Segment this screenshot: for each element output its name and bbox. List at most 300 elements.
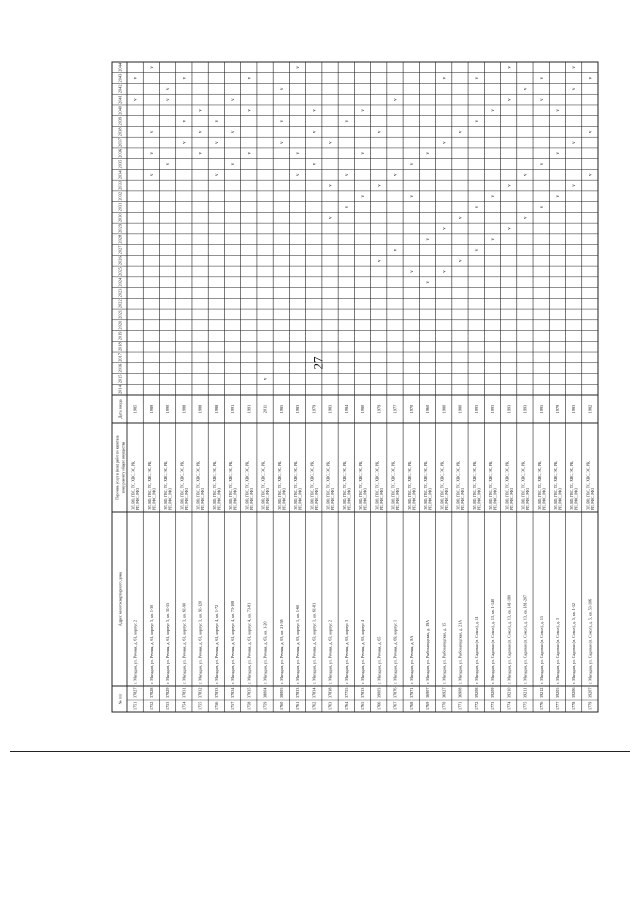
row-services: ЭЛ, ВО, ГВС, ТС, ХВС, ЭС, РК, [326, 460, 331, 510]
row-year: 1993 [522, 404, 528, 414]
row-id: 39003 [376, 687, 382, 698]
row-address: г. Магадан, ул. Садовая (п. Сокол), д. 13, кв. 1-140 [490, 599, 496, 684]
header-services: Перечень услуг и (или) работ по капиталь [115, 435, 120, 500]
year-mark: v [523, 216, 529, 220]
row-id: 37833 [213, 687, 219, 698]
row-services-cont: РП, РФС, РФЗ [363, 488, 368, 510]
row-id: 37838 [327, 687, 333, 698]
year-label: 2038 [117, 127, 123, 137]
row-address: г. Магадан, ул. Садовая (п. Сокол), д. 3 [554, 618, 560, 684]
row-services-cont: РП, РФС, РФЗ [298, 488, 303, 510]
row-num: 1777 [554, 701, 560, 710]
row-services-cont: РП, РФС, РФЗ [282, 488, 287, 510]
row-num: 1760 [278, 701, 284, 710]
year-mark: v [149, 66, 155, 69]
year-label: 2025 [117, 267, 123, 276]
year-mark: v [523, 87, 529, 91]
year-mark: v [198, 109, 204, 112]
row-num: 1774 [506, 701, 512, 710]
year-mark: v [344, 173, 350, 177]
year-mark: v [182, 76, 188, 80]
row-address: г. Магадан, ул. Речная, д. 63, корпус 1, кв. 1-60 [295, 604, 301, 684]
row-services-cont: РП, РФС, РФЗ [444, 488, 449, 510]
year-mark: v [507, 98, 513, 101]
year-mark: v [393, 98, 399, 101]
year-mark: v [572, 141, 578, 144]
row-address: г. Магадан, ул. Речная, д. 61, корпус 4, кв. 73-81 [246, 602, 252, 684]
row-num: 1775 [522, 701, 528, 710]
row-year: 1979 [554, 404, 560, 414]
year-mark: v [344, 205, 350, 209]
row-services: ЭЛ, ВО, ГВС, ТС, ХВС, ЭС, РК, [277, 460, 282, 510]
row-address: г. Магадан, ул. Речная, д. 63, корпус 1, кв. 61-81 [311, 602, 317, 684]
row-num: 1779 [587, 701, 593, 710]
row-num: 1755 [197, 701, 203, 710]
row-num: 1758 [246, 701, 252, 710]
row-services-cont: РП, РФС, РФЗ [574, 488, 579, 510]
year-mark: v [458, 259, 464, 262]
row-num: 1766 [376, 701, 382, 710]
row-address: г. Магадан, ул. Речная, д. 61, корпус 3, кв. 61-90 [181, 602, 187, 684]
row-year: 1980 [441, 404, 447, 414]
year-label: 2031 [117, 202, 123, 212]
row-services-cont: РП, РФС, РФЗ [379, 488, 384, 510]
page-number: 27 [310, 356, 326, 370]
row-id: 37829 [165, 687, 171, 698]
row-year: 1985 [278, 404, 284, 414]
year-label: 2035 [117, 159, 123, 169]
row-year: 1991 [230, 404, 236, 414]
row-id: 36927 [441, 687, 447, 698]
year-label: 2041 [117, 95, 123, 104]
row-address: г. Магадан, ул. Садовая (п. Сокол), д. 13, кв. 181-207 [522, 595, 528, 684]
year-mark: v [149, 152, 155, 155]
year-mark: v [377, 184, 383, 187]
year-label: 2033 [117, 181, 123, 190]
row-address: г. Магадан, ул. Речная, д. 63, корпус 2 [327, 619, 333, 684]
year-label: 2017 [117, 353, 123, 362]
row-address: г. Магадан, ул. Садовая (п. Сокол), д. 5, кв. 1-52 [571, 603, 577, 684]
row-address: г. Магадан, ул. Садовая (п. Сокол), д. 5, кв. 53-106 [587, 599, 593, 684]
row-year: 1993 [473, 404, 479, 414]
year-mark: v [555, 109, 561, 112]
row-services: ЭЛ, ВО, ГВС, ТС, ХВС, ЭС, РК, [553, 460, 558, 510]
year-mark: v [458, 130, 464, 134]
row-num: 1768 [408, 701, 414, 710]
year-mark: v [572, 184, 578, 187]
row-address: г. Магадан, ул. Речная, д. 61, корпус 2 [132, 619, 138, 684]
row-id: 37833 [295, 687, 301, 698]
year-mark: v [523, 173, 529, 177]
year-mark: v [361, 152, 367, 155]
year-mark: v [361, 195, 367, 198]
row-year: 1988 [181, 404, 187, 414]
year-mark: v [442, 227, 448, 230]
row-year: 1985 [132, 404, 138, 414]
year-mark: v [572, 87, 578, 91]
header-num: № п/п [117, 693, 123, 705]
row-services-cont: РП, РФС, РФЗ [331, 488, 336, 510]
row-num: 1754 [181, 701, 187, 710]
row-id: 39208 [473, 687, 479, 698]
year-label: 2043 [117, 73, 123, 83]
year-label: 2021 [117, 310, 123, 319]
page-footer-rule [10, 751, 630, 752]
row-services-cont: РП, РФС, РФЗ [249, 488, 254, 510]
row-address: г. Магадан, ул. Речная, д. 65 [376, 636, 382, 684]
row-address: г. Магадан, ул. Садовая (п. Сокол), д. 15 [538, 616, 544, 684]
year-mark: v [442, 141, 448, 144]
year-label: 2029 [117, 224, 123, 233]
row-year: 1989 [148, 404, 154, 414]
year-mark: v [442, 270, 448, 273]
row-services: ЭЛ, ВО, ГВС, ТС, ХВС, ЭС, РК, [147, 460, 152, 510]
year-mark: v [296, 66, 302, 69]
row-num: 1752 [148, 701, 154, 710]
year-mark: v [409, 195, 415, 198]
year-mark: v [474, 76, 480, 80]
row-address: г. Магадан, ул. Речная, д. 63, корпус 3 [343, 619, 349, 684]
row-num: 1770 [441, 701, 447, 710]
year-mark: v [247, 152, 253, 155]
row-num: 1767 [392, 701, 398, 710]
row-services: ЭЛ, ВО, ГВС, ТС, ХВС, ЭС, РК, [359, 460, 364, 510]
year-label: 2014 [117, 385, 123, 395]
year-mark: v [312, 162, 318, 166]
row-num: 1771 [457, 701, 463, 710]
row-num: 1756 [213, 701, 219, 710]
row-address: г. Магадан, ул. Речная, д. 61, корпус 4, кв. 1-72 [213, 604, 219, 684]
row-services: ЭЛ, ВО, ГВС, ТС, ХВС, ЭС, РК, [245, 460, 250, 510]
year-mark: v [409, 162, 415, 166]
year-mark: v [328, 184, 334, 187]
year-mark: v [296, 152, 302, 155]
row-num: 1778 [571, 701, 577, 710]
row-id: 37833 [360, 687, 366, 698]
year-label: 2039 [117, 116, 123, 126]
row-id: 38005 [278, 687, 284, 698]
year-mark: v [572, 66, 578, 69]
row-services-cont: РП, РФС, РФЗ [314, 488, 319, 510]
year-label: 2030 [117, 213, 123, 223]
row-services: ЭЛ, ВО, ГВС, ТС, ХВС, ЭС, РК, [456, 460, 461, 510]
year-mark: v [377, 259, 383, 262]
row-num: 1762 [311, 701, 317, 710]
row-id: 37831 [181, 687, 187, 698]
row-num: 1759 [262, 701, 268, 710]
row-id: 39206 [571, 687, 577, 698]
row-address: г. Магадан, ул. Речная, д. 63, корпус 4 [360, 619, 366, 684]
row-address: г. Магадан, ул. Речная, д. 61, корпус 3, кв. 91-120 [197, 600, 203, 684]
row-services: ЭЛ, ВО, ГВС, ТС, ХВС, ЭС, РК, [229, 460, 234, 510]
row-services: ЭЛ, ВО, ГВС, ТС, ХВС, ЭС, РК, [180, 460, 185, 510]
row-year: 1984 [343, 404, 349, 414]
row-id: 36907 [425, 687, 431, 698]
row-id: 39207 [587, 687, 593, 698]
row-services: ЭЛ, ВО, ГВС, ТС, ХВС, ЭС, РК, [375, 460, 380, 510]
row-address: г. Магадан, ул. Садовая (п. Сокол), д. 13, кв. 141-180 [506, 595, 512, 684]
year-mark: v [539, 162, 545, 166]
row-services-cont: РП, РФС, РФЗ [184, 488, 189, 510]
year-label: 2019 [117, 331, 123, 341]
year-mark: v [166, 162, 172, 166]
row-num: 1765 [360, 701, 366, 710]
row-year: 1983 [327, 404, 333, 414]
year-mark: v [377, 130, 383, 134]
year-mark: v [214, 119, 220, 123]
row-services: ЭЛ, ВО, ГВС, ТС, ХВС, ЭС, РК, [342, 460, 347, 510]
year-mark: v [279, 141, 285, 144]
year-label: 2015 [117, 374, 123, 384]
year-mark: v [442, 76, 448, 80]
row-services: ЭЛ, ВО, ГВС, ТС, ХВС, ЭС, РК, [440, 460, 445, 510]
row-address: г. Магадан, ул. Речная, д. 69, корпус 1 [392, 619, 398, 684]
row-year: 1980 [457, 404, 463, 414]
year-mark: v [491, 237, 497, 241]
row-services: ЭЛ, ВО, ГВС, ТС, ХВС, ЭС, РК, [261, 460, 266, 510]
row-num: 1757 [230, 701, 236, 710]
year-mark: v [247, 109, 253, 112]
year-label: 2027 [117, 245, 123, 255]
row-id: 39211 [522, 687, 528, 698]
year-label: 2026 [117, 256, 123, 266]
year-mark: v [426, 237, 432, 241]
year-mark: v [231, 98, 237, 101]
row-id: 37834 [230, 687, 236, 698]
row-id: 37871 [408, 687, 414, 698]
row-services-cont: РП, РФС, РФЗ [526, 488, 531, 510]
year-mark: v [198, 130, 204, 134]
row-year: 1990 [165, 404, 171, 414]
row-id: 37828 [148, 687, 154, 698]
row-year: 1970 [408, 404, 414, 414]
row-year: 1995 [538, 404, 544, 414]
year-mark: v [393, 248, 399, 252]
year-mark: v [555, 152, 561, 155]
year-mark: v [409, 270, 415, 273]
row-num: 1773 [490, 701, 496, 710]
year-mark: v [426, 152, 432, 155]
row-id: 39209 [490, 687, 496, 698]
row-year: 1983 [295, 404, 301, 414]
row-num: 1751 [132, 701, 138, 710]
year-mark: v [474, 205, 480, 209]
header-services-cont: ному ремонту общего имущества [121, 441, 126, 494]
row-services-cont: РП, РФС, РФЗ [493, 488, 498, 510]
year-label: 2018 [117, 342, 123, 352]
row-services-cont: РП, РФС, РФЗ [542, 488, 547, 510]
row-id: 39212 [538, 687, 544, 698]
year-mark: v [182, 119, 188, 123]
year-mark: v [312, 130, 318, 134]
year-mark: v [133, 76, 139, 80]
year-label: 2016 [117, 363, 123, 373]
row-num: 1753 [165, 701, 171, 710]
year-mark: v [491, 109, 497, 112]
year-mark: v [149, 130, 155, 134]
row-services: ЭЛ, ВО, ГВС, ТС, ХВС, ЭС, РК, [164, 460, 169, 510]
row-id: 39205 [554, 687, 560, 698]
year-label: 2020 [117, 320, 123, 330]
row-services: ЭЛ, ВО, ГВС, ТС, ХВС, ЭС, РК, [212, 460, 217, 510]
row-num: 1769 [425, 701, 431, 710]
row-id: 36908 [457, 687, 463, 698]
row-num: 1776 [538, 701, 544, 710]
year-mark: v [149, 173, 155, 177]
year-mark: v [361, 109, 367, 112]
year-mark: v [393, 173, 399, 177]
row-address: г. Магадан, ул. Речная, д. 61, корпус 3, кв. 1-30 [148, 604, 154, 684]
row-id: 37755 [343, 687, 349, 698]
row-year: 1982 [587, 404, 593, 414]
row-services: ЭЛ, ВО, ГВС, ТС, ХВС, ЭС, РК, [131, 460, 136, 510]
year-label: 2034 [117, 170, 123, 180]
year-mark: v [588, 173, 594, 177]
row-id: 37835 [246, 687, 252, 698]
year-mark: v [328, 141, 334, 144]
row-year: 1960 [425, 404, 431, 414]
year-label: 2032 [117, 191, 123, 201]
year-mark: v [247, 76, 253, 80]
row-services-cont: РП, РФС, РФЗ [396, 488, 401, 510]
row-services: ЭЛ, ВО, ГВС, ТС, ХВС, ЭС, РК, [489, 460, 494, 510]
row-num: 1764 [343, 701, 349, 710]
year-mark: v [166, 87, 172, 91]
year-label: 2040 [117, 105, 123, 115]
year-mark: v [166, 98, 172, 101]
year-mark: v [588, 76, 594, 80]
row-address: г. Магадан, ул. Речная, д. 8А [408, 635, 414, 684]
row-services: ЭЛ, ВО, ГВС, ТС, ХВС, ЭС, РК, [586, 460, 591, 510]
row-services: ЭЛ, ВО, ГВС, ТС, ХВС, ЭС, РК, [424, 460, 429, 510]
row-year: 1977 [392, 404, 398, 414]
row-year: 1993 [490, 404, 496, 414]
row-year: 2011 [262, 404, 268, 414]
year-label: 2022 [117, 299, 123, 309]
row-num: 1763 [327, 701, 333, 710]
header-address: Адрес многоквартирного дома [117, 571, 123, 627]
year-mark: v [182, 141, 188, 144]
year-mark: v [426, 280, 432, 284]
row-address: г. Магадан, ул. Речная, д. 61, корпус 4, кв. 73-108 [230, 600, 236, 684]
row-address: г. Магадан, ул. Речная, д. 63, кв. 21-58 [278, 619, 284, 684]
row-services: ЭЛ, ВО, ГВС, ТС, ХВС, ЭС, РК, [570, 460, 575, 510]
row-services: ЭЛ, ВО, ГВС, ТС, ХВС, ЭС, РК, [472, 460, 477, 510]
row-services: ЭЛ, ВО, ГВС, ТС, ХВС, ЭС, РК, [196, 460, 201, 510]
year-mark: v [214, 141, 220, 144]
year-label: 2044 [117, 62, 123, 72]
row-services: ЭЛ, ВО, ГВС, ТС, ХВС, ЭС, РК, [310, 460, 315, 510]
row-services: ЭЛ, ВО, ГВС, ТС, ХВС, ЭС, РК, [505, 460, 510, 510]
year-mark: v [231, 162, 237, 166]
row-id: 37832 [197, 687, 203, 698]
row-address: г. Магадан, ул. Рыбозаводская, д. 15 [441, 622, 447, 684]
row-id: 37834 [311, 687, 317, 698]
row-services-cont: РП, РФС, РФЗ [412, 488, 417, 510]
row-id: 37827 [132, 687, 138, 698]
row-services: ЭЛ, ВО, ГВС, ТС, ХВС, ЭС, РК, [407, 460, 412, 510]
row-services: ЭЛ, ВО, ГВС, ТС, ХВС, ЭС, РК, [521, 460, 526, 510]
header-year: Дата ввода [117, 399, 123, 419]
row-num: 1772 [473, 701, 479, 710]
row-year: 1991 [246, 404, 252, 414]
year-mark: v [491, 195, 497, 198]
year-label: 2023 [117, 288, 123, 298]
row-services: ЭЛ, ВО, ГВС, ТС, ХВС, ЭС, РК, [391, 460, 396, 510]
year-label: 2024 [117, 277, 123, 287]
row-services-cont: РП, РФС, РФЗ [201, 488, 206, 510]
row-services-cont: РП, РФС, РФЗ [217, 488, 222, 510]
year-mark: v [555, 195, 561, 198]
year-label: 2037 [117, 138, 123, 147]
year-mark: v [539, 205, 545, 209]
year-mark: v [214, 173, 220, 177]
year-mark: v [133, 98, 139, 101]
row-services-cont: РП, РФС, РФЗ [477, 488, 482, 510]
row-id: 38004 [262, 687, 268, 698]
row-services-cont: РП, РФС, РФЗ [152, 488, 157, 510]
year-mark: v [344, 119, 350, 123]
year-label: 2036 [117, 148, 123, 158]
row-services-cont: РП, РФС, РФЗ [136, 488, 141, 510]
row-services-cont: РП, РФС, РФЗ [233, 488, 238, 510]
row-id: 37876 [392, 687, 398, 698]
row-services-cont: РП, РФС, РФЗ [428, 488, 433, 510]
row-year: 1979 [376, 404, 382, 414]
year-mark: v [279, 119, 285, 123]
year-mark: v [507, 184, 513, 187]
year-mark: v [474, 248, 480, 252]
row-year: 1988 [213, 404, 219, 414]
year-mark: v [474, 119, 480, 123]
row-year: 1980 [360, 404, 366, 414]
year-label: 2042 [117, 84, 123, 94]
year-mark: v [328, 216, 334, 220]
year-mark: v [279, 87, 285, 91]
year-mark: v [507, 66, 513, 69]
row-services-cont: РП, РФС, РФЗ [558, 488, 563, 510]
year-mark: v [312, 109, 318, 112]
row-services-cont: РП, РФС, РФЗ [168, 488, 173, 510]
row-services-cont: РП, РФС, РФЗ [509, 488, 514, 510]
year-mark: v [458, 216, 464, 220]
year-mark: v [263, 377, 269, 381]
row-address: г. Магадан, ул. Садовая (п. Сокол), д. 11 [473, 616, 479, 684]
row-year: 1983 [571, 404, 577, 414]
year-mark: v [507, 227, 513, 230]
row-services: ЭЛ, ВО, ГВС, ТС, ХВС, ЭС, РК, [537, 460, 542, 510]
row-year: 1993 [506, 404, 512, 414]
row-services-cont: РП, РФС, РФЗ [347, 488, 352, 510]
row-num: 1761 [295, 701, 301, 710]
row-address: г. Магадан, ул. Речная, д. 63, кв. 1-20 [262, 621, 268, 684]
year-mark: v [198, 152, 204, 155]
row-address: г. Магадан, ул. Рыбозаводская, д. 19А [425, 620, 431, 684]
row-address: г. Магадан, ул. Рыбозаводская, д. 21А [457, 620, 463, 684]
row-year: 1979 [311, 404, 317, 414]
row-year: 1988 [197, 404, 203, 414]
row-services-cont: РП, РФС, РФЗ [461, 488, 466, 510]
year-mark: v [296, 173, 302, 177]
year-mark: v [539, 98, 545, 101]
year-label: 2028 [117, 234, 123, 244]
row-services-cont: РП, РФС, РФЗ [590, 488, 595, 510]
year-mark: v [539, 76, 545, 80]
row-services-cont: РП, РФС, РФЗ [266, 488, 271, 510]
row-id: 39210 [506, 687, 512, 698]
row-services: ЭЛ, ВО, ГВС, ТС, ХВС, ЭС, РК, [294, 460, 299, 510]
year-mark: v [231, 130, 237, 134]
